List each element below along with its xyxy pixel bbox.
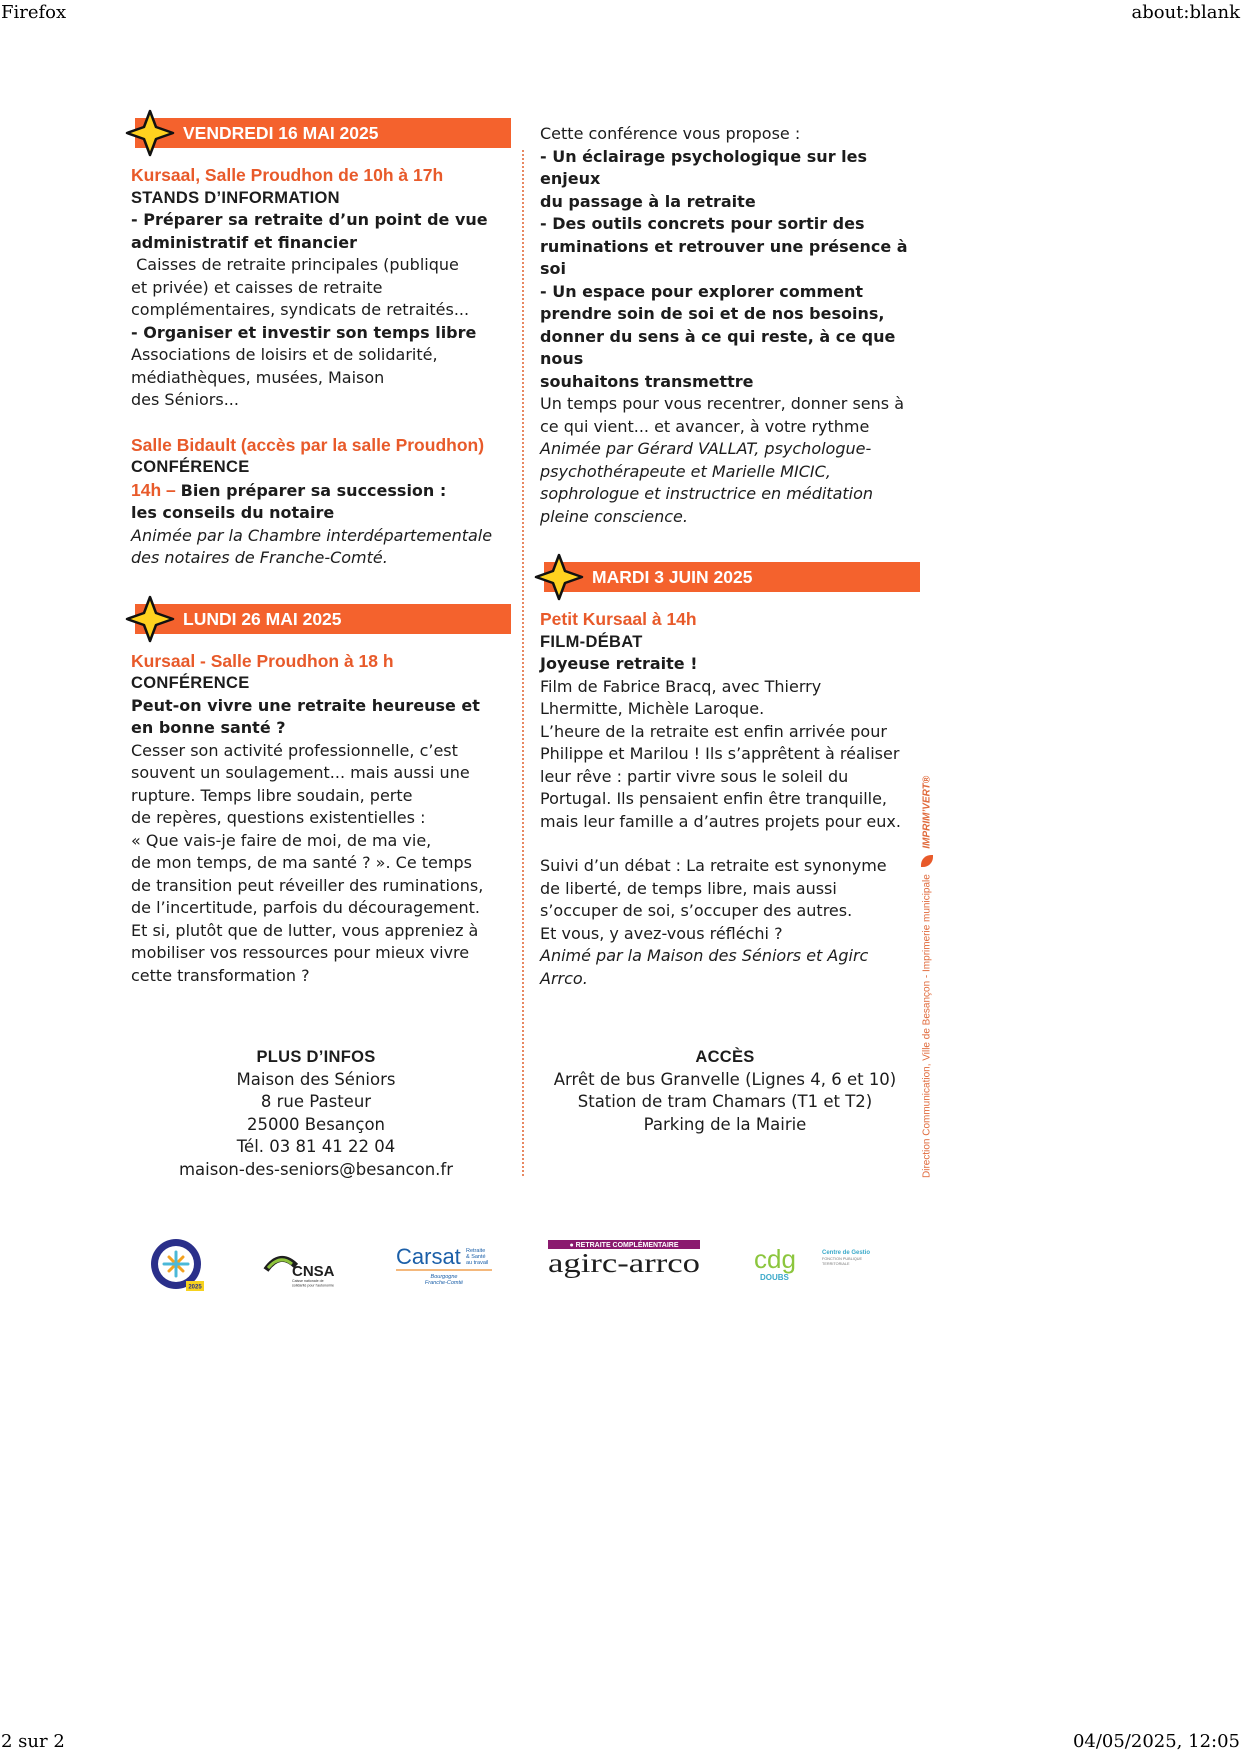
cdg-side-line: Centre de Gestion [822,1250,870,1256]
event1-item1-title-line: administratif et financier [131,232,358,252]
infos-line: 8 rue Pasteur [260,1092,372,1112]
event2-cont-point-line: souhaitons transmettre [540,371,754,391]
event1-label2: CONFÉRENCE [131,458,250,476]
event3-text2-line: s’occuper de soi, s’occuper des autres. [540,901,853,920]
event2-cont-point-line: - Un espace pour explorer comment [540,281,864,301]
event2-text-line: Cesser son activité professionnelle, c’est [131,740,458,760]
star-icon [534,553,584,601]
event2-cont-point-line: du passage à la retraite [540,191,756,211]
event2-cont-intro: Cette conférence vous propose : [540,124,801,143]
seal-badge-text: 2025 [188,1284,202,1291]
acces-line: Station de tram Chamars (T1 et T2) [577,1092,873,1112]
event3-text1-line: Film de Fabrice Bracq, avec Thierry [540,676,822,696]
browser-header [0,0,1241,26]
agirc-banner-text: ● RETRAITE COMPLÉMENTAIRE [569,1242,679,1250]
event1-item1-text-line: Caisses de retraite principales (publique [131,255,459,274]
infos-email: maison-des-seniors@besancon.fr [178,1159,454,1179]
event2-text-line: de mon temps, de ma santé ? ». Ce temps [131,853,472,872]
event3-location: Petit Kursaal à 14h [540,609,697,629]
event2-text-line: cette transformation ? [131,965,310,985]
event3-text1-line: leur rêve : partir vivre sous le soleil du [540,766,849,786]
event1-location2: Salle Bidault (accès par la salle Proudhon) [131,434,485,455]
event2-text-line: de repères, questions existentielles : [131,808,426,827]
event2-text-line: rupture. Temps libre soudain, perte [131,785,413,805]
event1-item2-text-line: médiathèques, musées, Maison [131,367,385,387]
event3-label: FILM-DÉBAT [540,632,643,651]
event3-text1-line: mais leur famille a d’autres projets pour eux. [540,811,901,831]
event2-date: LUNDI 26 MAI 2025 [183,608,342,629]
event2-text-line: de l’incertitude, parfois du découragement. [131,898,480,917]
carsat-text: Carsat [396,1244,461,1269]
page-indicator: 2 sur 2 [1,1731,65,1752]
event2-cont-point-line: donner du sens à ce qui reste, à ce que nous [540,326,896,368]
infos-block [131,1046,501,1182]
event1-item1-text-line: et privée) et caisses de retraite [131,277,383,297]
carsat-logo [394,1242,496,1290]
event2-location: Kursaal - Salle Proudhon à 18 h [131,650,394,671]
event2-cont-text-line: ce qui vient... et avancer, à votre rythme [540,416,870,436]
event2-cont-host-line: sophrologue et instructrice en méditation [540,484,874,503]
date-bar-event2 [135,604,511,634]
event2-title-line: Peut-on vivre une retraite heureuse et [131,695,480,715]
event1-item2-text-line: des Séniors... [131,390,239,409]
event3-title: Joyeuse retraite ! [540,654,698,673]
agirc-text: agirc-arrco [548,1248,700,1278]
event3-text2-line: Et vous, y avez-vous réfléchi ? [540,923,783,943]
event1-item2-title: - Organiser et investir son temps libre [131,322,477,342]
event3-text2-line: de liberté, de temps libre, mais aussi [540,878,837,898]
cdg-side-line: FONCTION PUBLIQUE [822,1257,863,1261]
print-datetime: 04/05/2025, 12:05 [1072,1731,1240,1752]
print-credit [921,776,933,1178]
event2-text-line: Et si, plutôt que de lutter, vous appreniez à [131,920,479,940]
event2-cont-host-line: psychothérapeute et Marielle MICIC, [540,461,831,481]
star-icon [125,109,175,157]
cdg-doubs-logo [752,1242,870,1284]
leaf-icon [921,855,933,867]
cnsa-sub-line: Caisse nationale de [292,1279,324,1283]
infos-line: 25000 Besançon [247,1114,385,1134]
event2-cont-point-line: prendre soin de soi et de nos besoins, [540,304,885,323]
infos-line: Maison des Séniors [236,1069,396,1089]
browser-url: about:blank [1131,2,1240,23]
event1-item1-title-line: - Préparer sa retraite d’un point de vue [131,210,488,229]
event2-text-line: mobiliser vos ressources pour mieux vivre [131,943,470,962]
event3-host-line: Arrco. [540,968,588,988]
acces-title: ACCÈS [695,1048,755,1066]
carsat-side-line: & Santé [466,1254,486,1260]
event2-cont-host-line: pleine conscience. [540,506,688,526]
event2-text-line: souvent un soulagement... mais aussi une [131,763,470,782]
infos-phone: Tél. 03 81 41 22 04 [236,1137,396,1157]
event2-text-line: « Que vais-je faire de moi, de ma vie, [131,830,432,850]
seal-emblem-icon [150,1238,204,1292]
event1-conf-host-line: Animée par la Chambre interdépartementale [131,525,493,545]
cnsa-text: CNSA [292,1263,335,1280]
event3-date: MARDI 3 JUIN 2025 [592,567,753,587]
event2-cont-point-line: - Des outils concrets pour sortir des [540,214,865,233]
browser-footer [0,1729,1241,1755]
cnsa-logo [262,1248,352,1288]
event1-conf-title-line: les conseils du notaire [131,503,335,522]
left-column [131,118,511,987]
event3-text1-line: Lhermitte, Michèle Laroque. [540,699,765,718]
cnsa-sub-line: solidarité pour l’autonomie [292,1283,334,1288]
browser-app-name: Firefox [1,2,67,23]
infos-title: PLUS D’INFOS [256,1048,376,1066]
carsat-region-line: Bourgogne [430,1274,458,1280]
agirc-arrco-logo [546,1238,702,1282]
print-credit-text: Direction Communication, Ville de Besançon - Imprimerie municipale [921,874,933,1178]
carsat-region-line: Franche-Comté [424,1280,464,1286]
acces-line: Arrêt de bus Granvelle (Lignes 4, 6 et 10) [553,1069,897,1089]
event3-text1-line: Philippe et Marilou ! Ils s’apprêtent à réaliser [540,744,900,763]
carsat-side-line: Retraite [466,1248,486,1254]
carsat-side-line: au travail [466,1260,489,1266]
event1-label1: STANDS D’INFORMATION [131,188,340,207]
event1-conf-host-line: des notaires de Franche-Comté. [131,548,388,567]
event1-item2-text-line: Associations de loisirs et de solidarité, [131,345,438,364]
acces-line: Parking de la Mairie [643,1114,807,1134]
date-bar-event1 [135,118,511,148]
cdg-side-line: TERRITORIALE [822,1262,850,1266]
event2-text-line: de transition peut réveiller des ruminations, [131,875,484,895]
event2-title-line: en bonne santé ? [131,718,286,737]
event1-time: 14h – [131,479,181,500]
event1-item1-text-line: complémentaires, syndicats de retraités... [131,300,470,319]
event2-cont-text-line: Un temps pour vous recentrer, donner sens à [540,394,905,413]
event1-date: VENDREDI 16 MAI 2025 [183,123,379,143]
event2-label: CONFÉRENCE [131,674,250,692]
right-column [540,123,920,990]
partner-logos [140,1236,900,1296]
event3-text2-line: Suivi d’un débat : La retraite est synonyme [540,856,887,875]
date-bar-event3 [544,562,920,592]
event3-text1-line: Portugal. Ils pensaient enfin être tranquille, [540,789,888,808]
imprimvert-brand: IMPRIM’VERT® [921,775,933,849]
star-icon [125,595,175,643]
event3-text1-line: L’heure de la retraite est enfin arrivée pour [540,721,887,741]
event2-cont-host-line: Animée par Gérard VALLAT, psychologue- [540,439,872,458]
event2-cont-point-line: ruminations et retrouver une présence à soi [540,236,908,278]
seniors-seal-logo [150,1238,204,1292]
event2-cont-point-line: - Un éclairage psychologique sur les enjeux [540,146,868,188]
event3-host-line: Animé par la Maison des Séniors et Agirc [540,946,869,965]
column-divider [522,150,524,1176]
cdg-text: cdg [754,1244,796,1274]
event1-location1: Kursaal, Salle Proudhon de 10h à 17h [131,165,444,185]
acces-block [540,1046,910,1136]
event1-conf-title-line: Bien préparer sa succession : [180,480,447,500]
cdg-sub-text: DOUBS [760,1273,789,1282]
